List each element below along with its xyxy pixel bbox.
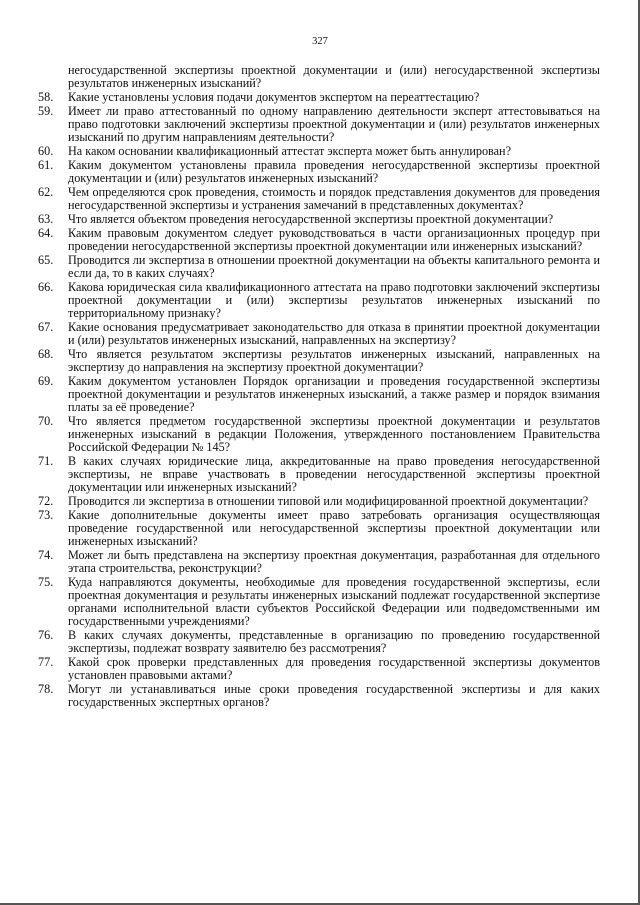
question-text: В каких случаях юридические лица, аккредитованные на право проведения негосударственной экспертизы, не вправе участвовать в проведении негосударственной экспертизы проектной документации или инженерных изысканий?	[68, 454, 600, 494]
question-text: На каком основании квалификационный аттестат эксперта может быть аннулирован?	[68, 144, 511, 158]
question-item	[38, 145, 600, 158]
question-number: 68.	[38, 347, 54, 361]
question-item	[38, 159, 600, 185]
question-number: 60.	[38, 144, 54, 158]
question-number: 58.	[38, 90, 54, 104]
question-item	[38, 509, 600, 548]
question-text: Может ли быть представлена на экспертизу проектная документация, разработанная для отдельного этапа строительства, реконструкции?	[68, 548, 600, 575]
question-text: Какова юридическая сила квалификационного аттестата на право подготовки заключений экспертизы проектной документации и (или) экспертизы результатов инженерных изысканий по территориальному признаку?	[68, 280, 600, 320]
question-number: 77.	[38, 655, 54, 669]
question-text: Имеет ли право аттестованный по одному направлению деятельности эксперт аттестовываться на право подготовки заключений экспертизы проектной документации и (или) результатов инженерных изысканий по другим направлениям деятельности?	[68, 104, 600, 144]
question-item	[38, 227, 600, 253]
question-list	[38, 64, 600, 710]
question-number: 71.	[38, 454, 54, 468]
question-text: Чем определяются срок проведения, стоимость и порядок представления документов для проведения негосударственной экспертизы и устранения замечаний в представленных документах?	[68, 185, 600, 212]
question-item	[38, 455, 600, 494]
page-number: 327	[312, 36, 328, 47]
question-number: 65.	[38, 253, 54, 267]
question-item	[38, 321, 600, 347]
question-number: 63.	[38, 212, 54, 226]
question-item	[38, 375, 600, 414]
question-number: 66.	[38, 280, 54, 294]
question-number: 70.	[38, 414, 54, 428]
question-item	[38, 281, 600, 320]
question-item	[38, 495, 600, 508]
question-text: Куда направляются документы, необходимые для проведения государственной экспертизы, если проектная документация и результаты инженерных изысканий подлежат государственной экспертизе органами исполнительной власти субъектов Российской Федерации или подведомственными им государственными учреждениями?	[68, 575, 600, 628]
question-number: 62.	[38, 185, 54, 199]
question-item	[38, 656, 600, 682]
question-text: Проводится ли экспертиза в отношении проектной документации на объекты капитального ремонта и если да, то в каких случаях?	[68, 253, 600, 280]
question-item	[38, 549, 600, 575]
question-text: Могут ли устанавливаться иные сроки проведения государственной экспертизы и для каких государственных экспертных органов?	[68, 682, 600, 709]
question-text: Что является объектом проведения негосударственной экспертизы проектной документации?	[68, 212, 554, 226]
question-number: 74.	[38, 548, 54, 562]
question-item	[38, 683, 600, 709]
question-number: 59.	[38, 104, 54, 118]
question-number: 72.	[38, 494, 54, 508]
question-number: 78.	[38, 682, 54, 696]
question-text: Какие основания предусматривает законодательство для отказа в принятии проектной документации и (или) результатов инженерных изысканий, направленных на экспертизу?	[68, 320, 600, 347]
question-number: 67.	[38, 320, 54, 334]
question-item	[38, 91, 600, 104]
continuation-text: негосударственной экспертизы проектной документации и (или) негосударственной экспертизы результатов инженерных изысканий?	[68, 63, 600, 90]
question-text: Какие установлены условия подачи документов экспертом на переаттестацию?	[68, 90, 480, 104]
question-item	[38, 415, 600, 454]
question-number: 73.	[38, 508, 54, 522]
question-item	[38, 186, 600, 212]
question-item	[38, 213, 600, 226]
questions-container	[38, 91, 600, 709]
question-text: В каких случаях документы, представленные в организацию по проведению государственной экспертизы, подлежат возврату заявителю без рассмотрения?	[68, 628, 600, 655]
question-item	[38, 348, 600, 374]
question-number: 64.	[38, 226, 54, 240]
question-item	[38, 629, 600, 655]
question-text: Какие дополнительные документы имеет право затребовать организация осуществляющая проведение государственной или негосударственной экспертизы проектной документации или инженерных изысканий?	[68, 508, 600, 548]
question-item	[38, 254, 600, 280]
question-text: Каким документом установлены правила проведения негосударственной экспертизы проектной документации и (или) результатов инженерных изысканий?	[68, 158, 600, 185]
question-text: Каким документом установлен Порядок организации и проведения государственной экспертизы проектной документации и результатов инженерных изысканий, а также размер и порядок взимания платы за её проведение?	[68, 374, 600, 414]
question-text: Каким правовым документом следует руководствоваться в части организационных процедур при проведении негосударственной экспертизы проектной документации или инженерных изысканий?	[68, 226, 600, 253]
question-number: 76.	[38, 628, 54, 642]
question-item	[38, 105, 600, 144]
question-text: Что является результатом экспертизы результатов инженерных изысканий, направленных на экспертизу до направления на экспертизу проектной документации?	[68, 347, 600, 374]
question-text: Что является предметом государственной экспертизы проектной документации и результатов инженерных изысканий в редакции Положения, утвержденного постановлением Правительства Российской Федерации № 145?	[68, 414, 600, 454]
question-text: Какой срок проверки представленных для проведения государственной экспертизы документов установлен правовыми актами?	[68, 655, 600, 682]
question-number: 75.	[38, 575, 54, 589]
question-item	[38, 576, 600, 628]
question-text: Проводится ли экспертиза в отношении типовой или модифицированной проектной документации?	[68, 494, 589, 508]
question-number: 61.	[38, 158, 54, 172]
question-number: 69.	[38, 374, 54, 388]
